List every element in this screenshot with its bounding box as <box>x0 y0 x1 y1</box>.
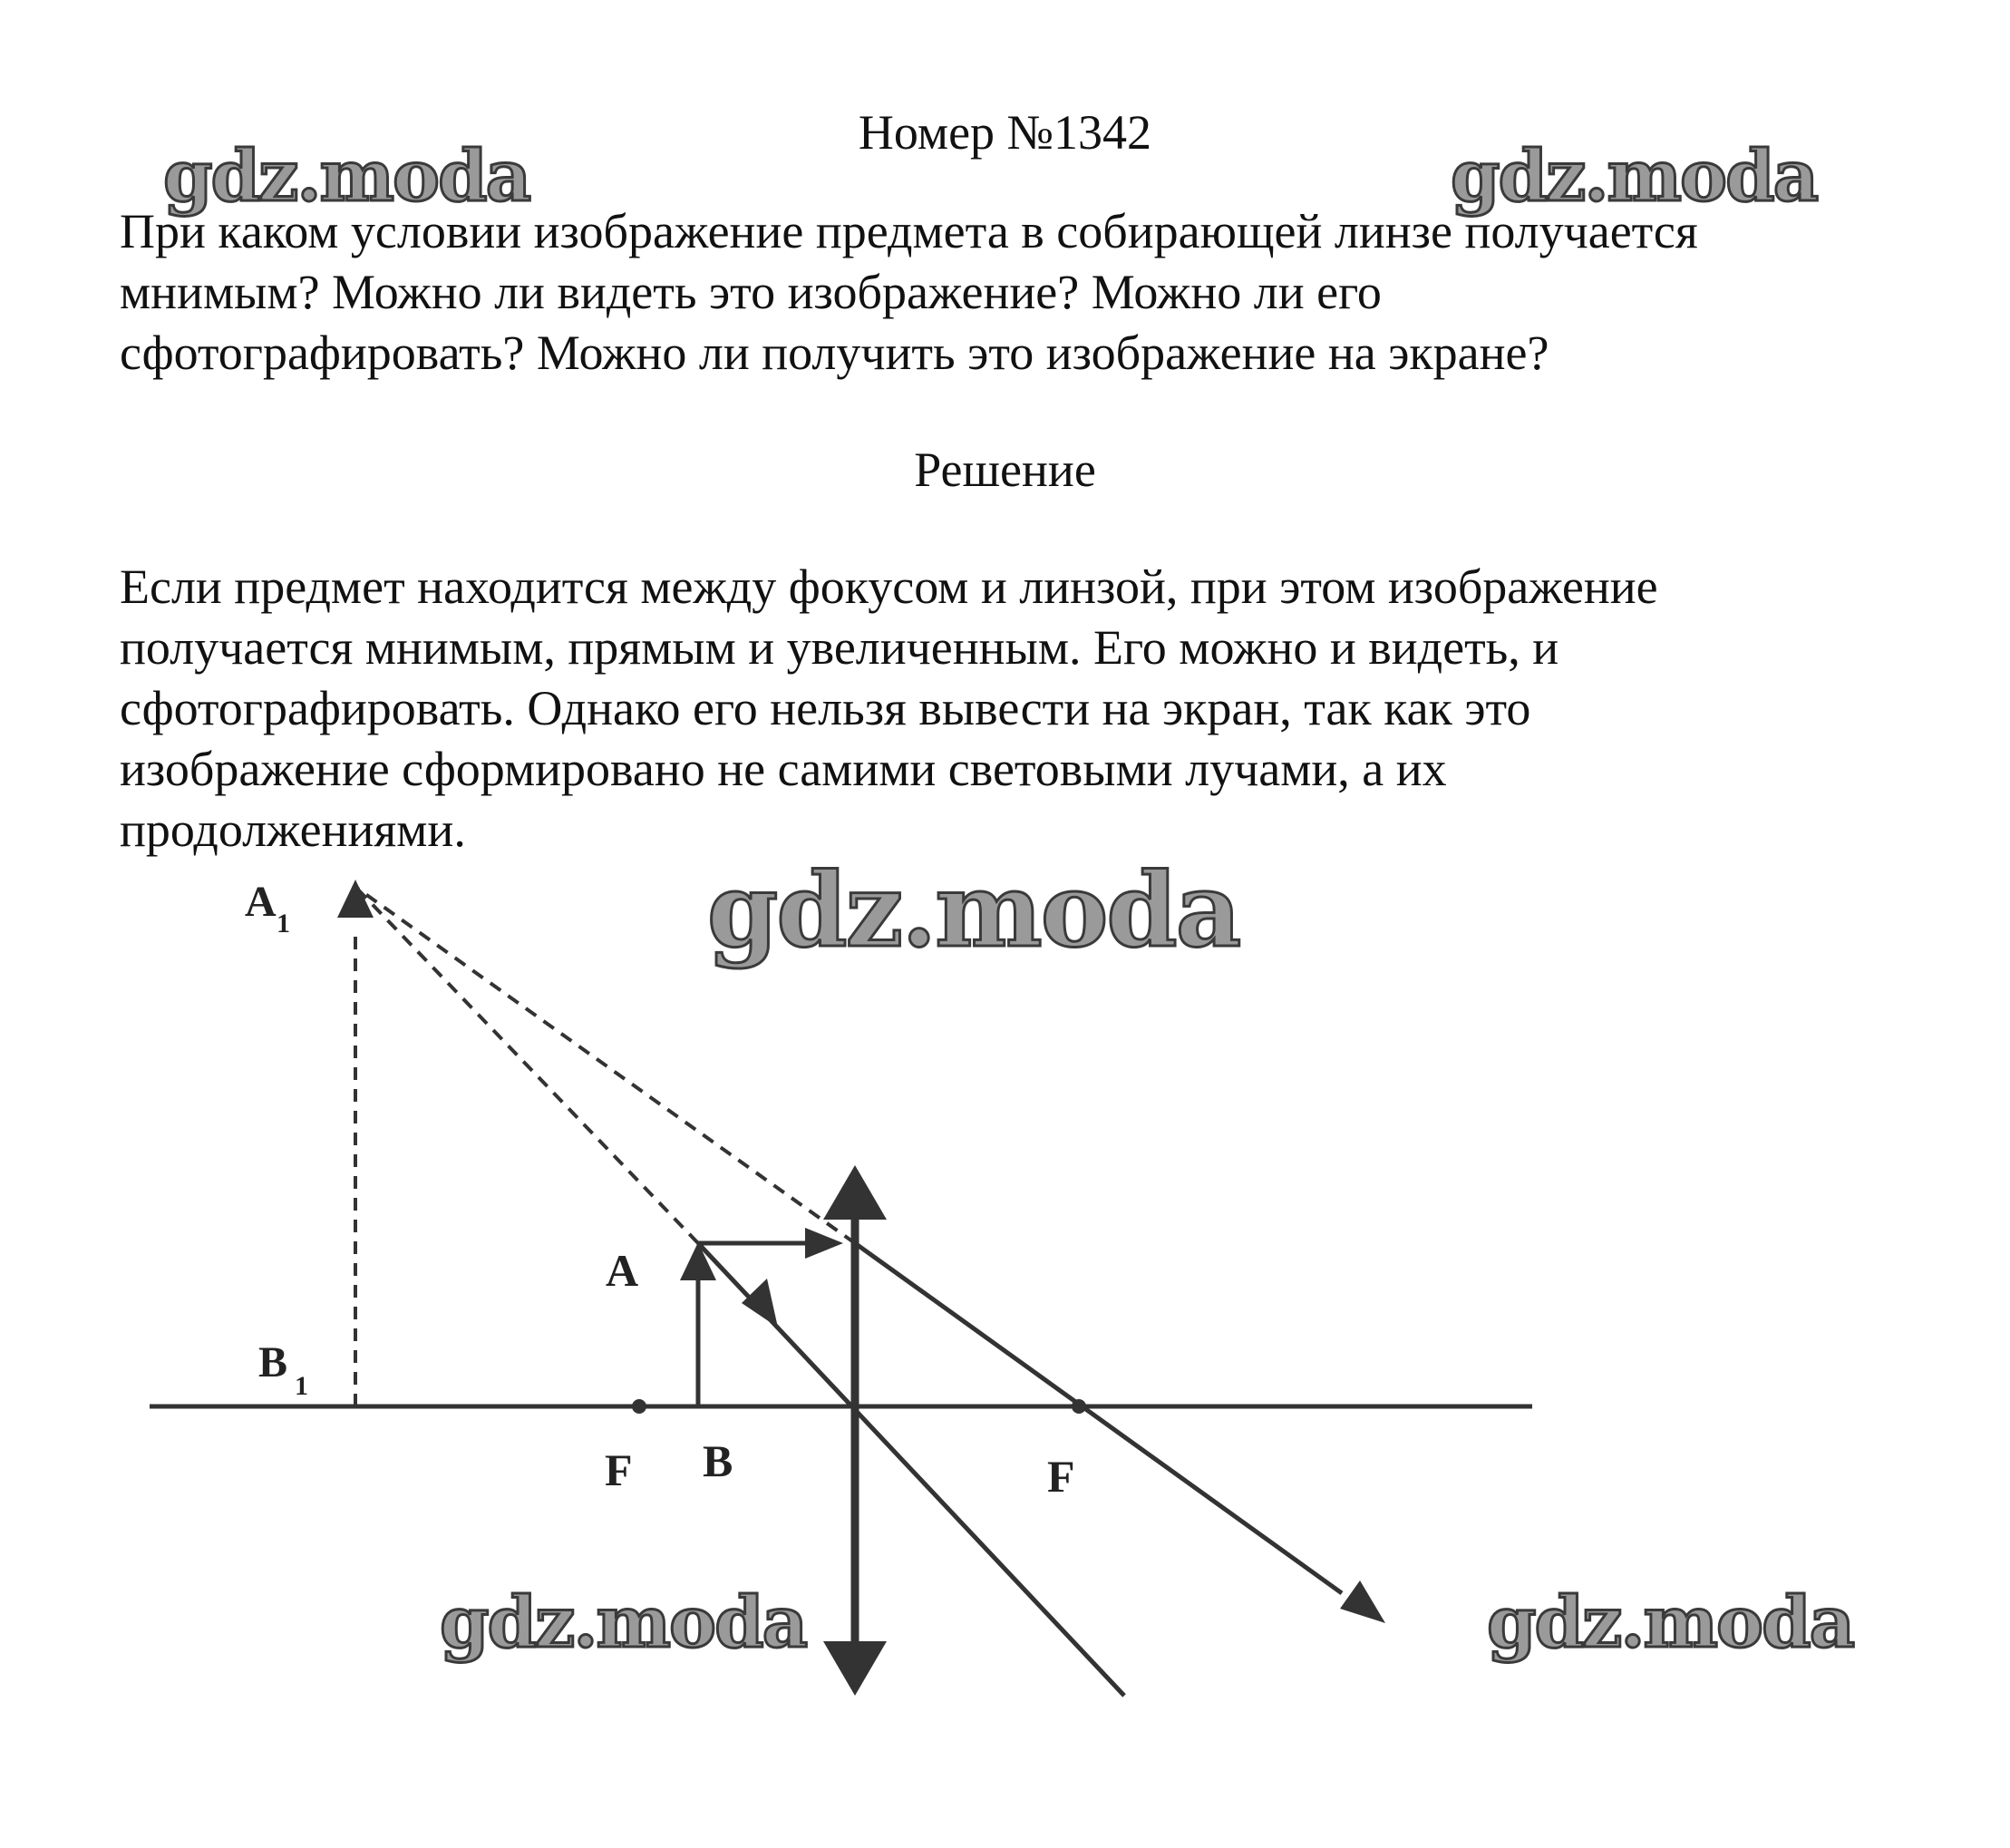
watermark-top-right: gdz.moda <box>1451 135 1818 218</box>
question-line-3: сфотографировать? Можно ли получить это изображение на экране? <box>120 326 1549 380</box>
solution-line-2: получается мнимым, прямым и увеличенным. Его можно и видеть, и <box>120 620 1559 675</box>
label-a1: A <box>245 878 277 926</box>
ray-parallel-incident <box>698 1228 843 1259</box>
watermark-bottom-left: gdz.moda <box>440 1581 807 1664</box>
label-a1-sub: 1 <box>277 909 290 939</box>
watermark-center: gdz.moda <box>707 851 1240 970</box>
watermark-bottom-right: gdz.moda <box>1487 1581 1854 1664</box>
label-b1-sub: 1 <box>295 1371 308 1401</box>
label-b1: B <box>258 1338 288 1386</box>
object-arrow-ab <box>680 1242 716 1406</box>
solution-line-4: изображение сформировано не самими световыми лучами, а их <box>120 742 1447 796</box>
focus-point-left <box>632 1399 646 1414</box>
solution-heading: Решение <box>914 443 1096 497</box>
solution-line-3: сфотографировать. Однако его нельзя вывести на экран, так как это <box>120 681 1531 735</box>
ray-refracted-through-focus <box>855 1243 1385 1623</box>
focus-point-right <box>1072 1399 1086 1414</box>
watermark-top-left: gdz.moda <box>163 135 530 218</box>
question-line-2: мнимым? Можно ли видеть это изображение? Можно ли его <box>120 265 1382 319</box>
label-a: A <box>606 1245 639 1296</box>
label-f-right: F <box>1047 1451 1075 1502</box>
page-title: Номер №1342 <box>858 105 1152 160</box>
solution-line-1: Если предмет находится между фокусом и линзой, при этом изображение <box>120 559 1658 614</box>
label-f-left: F <box>605 1444 633 1495</box>
label-b: B <box>703 1435 733 1486</box>
question-line-1: При каком условии изображение предмета в собирающей линзе получается <box>120 204 1698 258</box>
image-arrowhead-a1 <box>337 880 374 918</box>
solution-line-5: продолжениями. <box>120 802 466 857</box>
